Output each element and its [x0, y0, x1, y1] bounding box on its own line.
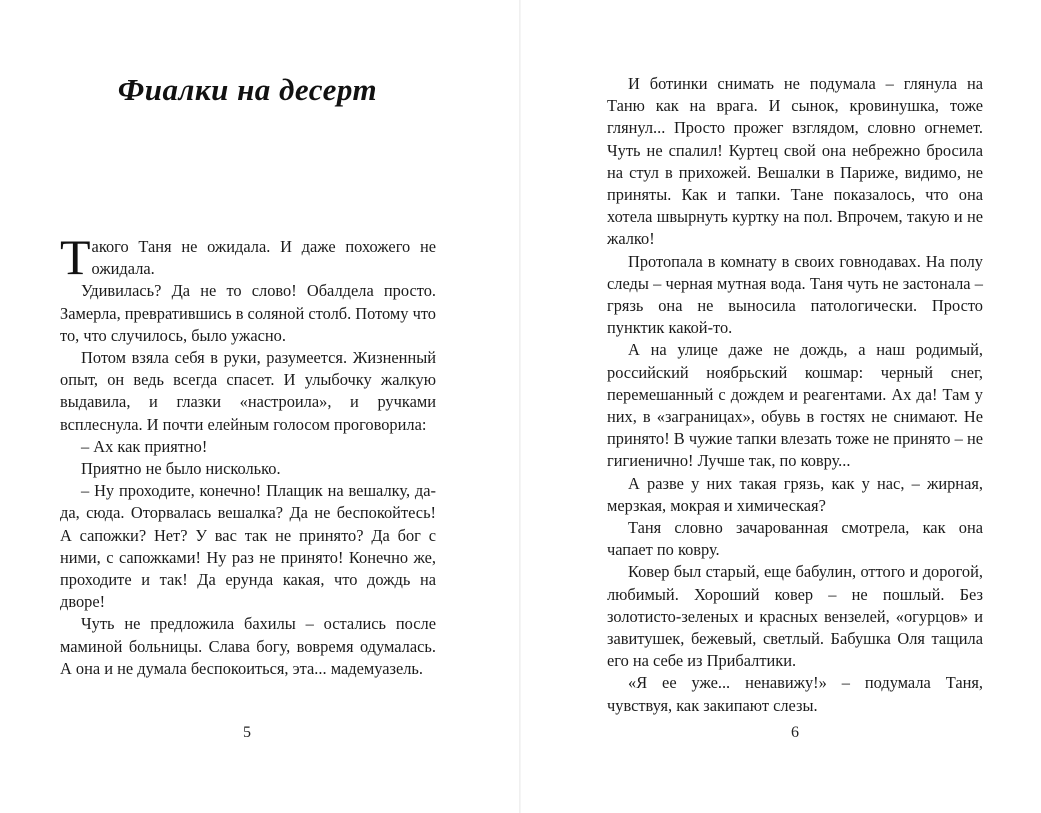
drop-cap: Т — [60, 229, 91, 285]
paragraph: Чуть не предложила бахилы – остались после маминой больницы. Слава богу, вовремя одумалась. А она и не думала беспокоиться, эта... мадемуазель. — [60, 614, 436, 678]
paragraph: Ковер был старый, еще бабулин, оттого и дорогой, любимый. Хороший ковер – не пошлый. Без золотисто-зеленых и красных вензелей, «огурцов» и завитушек, бежевый, светлый. Бабушка Оля тащила его на себе из Прибалтики. — [607, 562, 983, 671]
page-number: 5 — [243, 724, 251, 741]
paragraph: Протопала в комнату в своих говнодавах. На полу следы – черная мутная вода. Таня чуть не застонала – грязь она не выносила патологически. Просто пунктик какой-то. — [607, 251, 983, 338]
paragraph: А на улице даже не дождь, а наш родимый, российский ноябрьский кошмар: черный снег, перемешанный с дождем и реагентами. Ах да! Там у них, в «заграницах», обувь в гостях не снимают. Не принято! В чужие тапки влезать тоже не принято – не гигиенично! Лучше так, по ковру... — [607, 340, 983, 471]
paragraph: Приятно не было нисколько. — [81, 459, 281, 479]
left-page-text — [60, 229, 436, 680]
paragraph: Таня словно зачарованная смотрела, как она чапает по ковру. — [607, 518, 983, 560]
paragraph: А разве у них такая грязь, как у нас, – жирная, мерзкая, мокрая и химическая? — [607, 473, 983, 515]
dialogue-line: – Ну проходите, конечно! Плащик на вешалку, да-да, сюда. Оторвалась вешалка? Да не беспокойтесь! А сапожки? Нет? У вас так не принято? Да бог с ними, с сапожками! Ну раз не принято! Конечно же, проходите и так! Да ерунда какая, что дождь на дворе! — [60, 481, 436, 612]
chapter-title: Фиалки на десерт — [117, 72, 378, 107]
left-page — [0, 0, 519, 813]
opening-paragraph — [60, 229, 436, 285]
dialogue-line: – Ах как приятно! — [81, 436, 208, 456]
right-page-text — [607, 73, 983, 717]
paragraph: Удивилась? Да не то слово! Обалдела просто. Замерла, превратившись в соляной столб. Потому что то, что случилось, было ужасно. — [60, 281, 436, 345]
paragraph: И ботинки снимать не подумала – глянула на Таню как на врага. И сынок, кровинушка, тоже глянул... Просто прожег взглядом, словно огнемет. Чуть не спалил! Куртец свой она небрежно бросила на стул в прихожей. Вешалки в Париже, видимо, не приняты. Как и тапки. Тане показалось, что она хотела швырнуть куртку на пол. Впрочем, такую и не жалко! — [607, 74, 983, 249]
paragraph: Потом взяла себя в руки, разумеется. Жизненный опыт, он ведь всегда спасет. И улыбочку жалкую выдавила, и глазки «настроила», и ручками всплеснула. И почти елейным голосом проговорила: — [60, 348, 436, 434]
page-number: 6 — [791, 724, 799, 741]
opening-paragraph-text: акого Таня не ожидала. И даже похожего не ожидала. — [91, 237, 436, 279]
right-page — [521, 0, 1041, 813]
paragraph: «Я ее уже... ненавижу!» – подумала Таня, чувствуя, как закипают слезы. — [607, 673, 983, 715]
